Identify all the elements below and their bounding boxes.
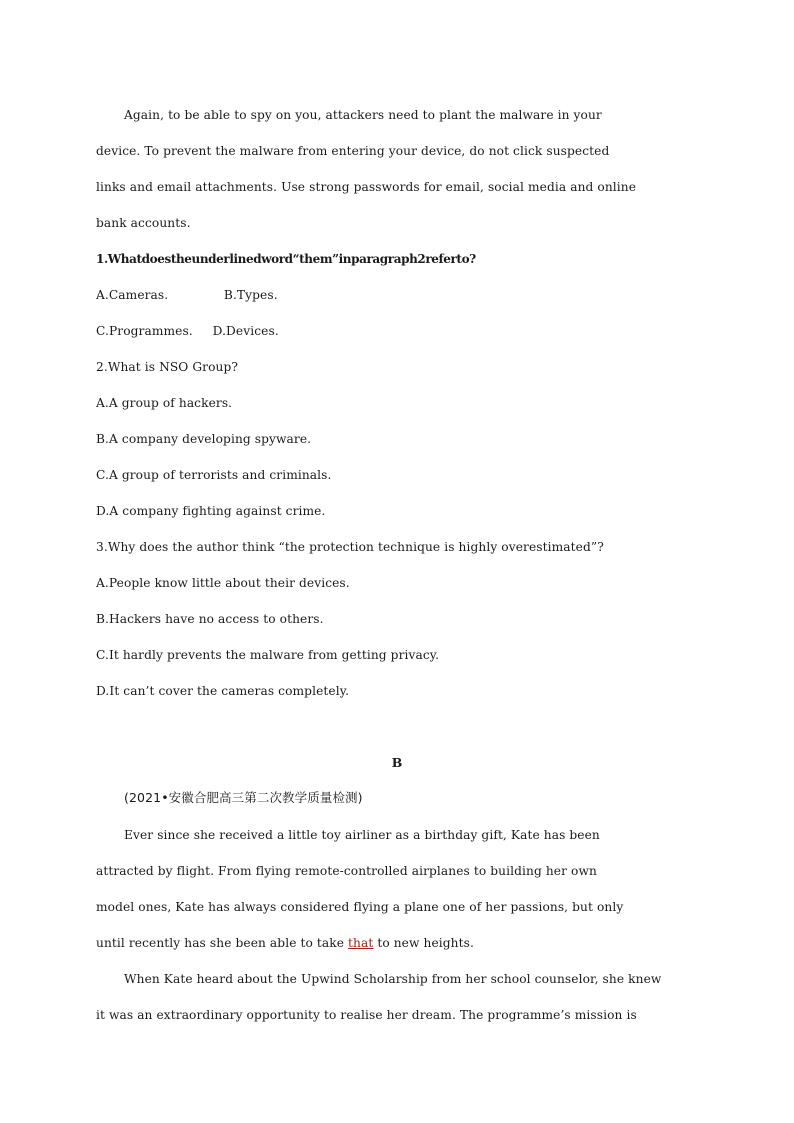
section-b-p2-line-2: it was an extraordinary opportunity to realise her dream. The programme’s mission is [96,1008,637,1022]
question-2-option-c: C.A group of terrorists and criminals. [96,468,332,482]
question-3-stem: 3.Why does the author think “the protection technique is highly overestimated”? [96,540,604,554]
question-2-stem: 2.What is NSO Group? [96,360,239,374]
passage-a-line-2: device. To prevent the malware from entering your device, do not click suspected [96,144,610,158]
question-3-option-d: D.It can’t cover the cameras completely. [96,684,350,698]
question-1-options-row-1: A.Cameras. B.Types. [96,288,278,302]
question-2-option-d: D.A company fighting against crime. [96,504,326,518]
question-1-options-row-2: C.Programmes. D.Devices. [96,324,279,338]
section-b-p1-line-4 [96,935,474,951]
question-2-option-b: B.A company developing spyware. [96,432,312,446]
question-3-option-c: C.It hardly prevents the malware from getting privacy. [96,648,440,662]
section-b-p1-line-4-after: to new heights. [373,936,474,950]
section-b-p1-line-1: Ever since she received a little toy airliner as a birthday gift, Kate has been [124,828,600,842]
section-b-p1-line-3: model ones, Kate has always considered flying a plane one of her passions, but only [96,900,624,914]
passage-a-line-3: links and email attachments. Use strong passwords for email, social media and online [96,180,637,194]
section-b-source: (2021•安徽合肥高三第二次教学质量检测) [124,790,363,805]
section-b-p1-line-4-before: until recently has she been able to take [96,936,349,950]
question-3-option-b: B.Hackers have no access to others. [96,612,324,626]
section-b-heading: B [391,755,403,770]
section-b-p2-line-1: When Kate heard about the Upwind Scholarship from her school counselor, she knew [124,972,662,986]
passage-a-line-1: Again, to be able to spy on you, attackers need to plant the malware in your [124,108,602,122]
passage-a-line-4: bank accounts. [96,216,191,230]
question-3-option-a: A.People know little about their devices. [96,576,350,590]
question-1-stem: 1.Whatdoestheunderlinedword“them”inparagraph2referto? [96,252,476,266]
section-b-p1-line-2: attracted by flight. From flying remote-controlled airplanes to building her own [96,864,597,878]
question-2-option-a: A.A group of hackers. [96,396,233,410]
underlined-word-that: that [348,936,374,950]
